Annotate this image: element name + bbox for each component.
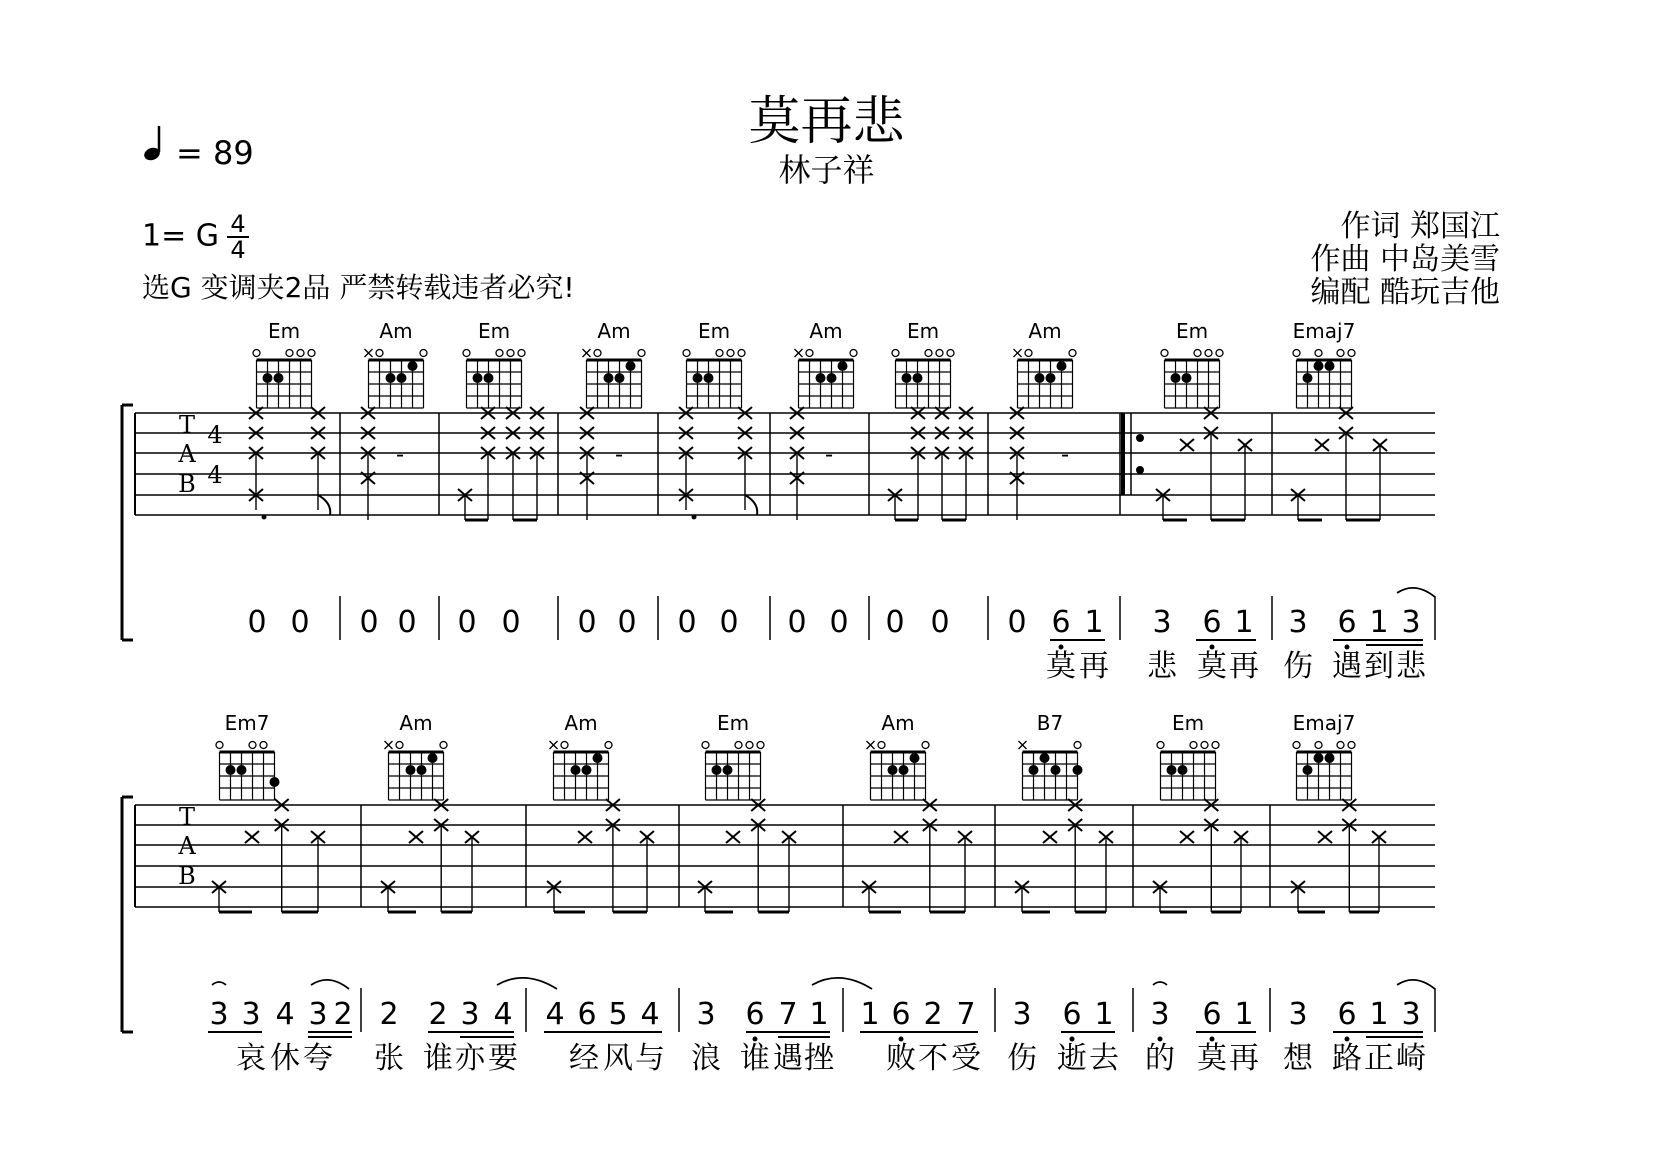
jianpu-note: 0: [885, 605, 905, 640]
chord-name: Em: [1171, 711, 1205, 735]
jianpu-note: 6: [1051, 605, 1071, 640]
tab-note-mark: [726, 831, 740, 843]
song-title: 莫再悲: [748, 92, 905, 152]
lyric-char: 风: [603, 1041, 633, 1076]
chord-diagram: [1014, 319, 1077, 408]
jianpu-note: 1: [1369, 997, 1389, 1032]
lyric-char: 路: [1332, 1041, 1362, 1076]
song-artist: 林子祥: [778, 151, 875, 189]
chord-name: Em: [697, 319, 731, 343]
rest-mark: -: [1060, 440, 1070, 468]
jianpu-note: 7: [778, 997, 798, 1032]
jianpu-note: 1: [1084, 605, 1104, 640]
chord-name: Am: [809, 319, 843, 343]
tab-label: T: [178, 411, 196, 439]
tab-note-mark: [1180, 831, 1194, 843]
tab-note-mark: [1315, 439, 1329, 451]
lyric-char: 伤: [1283, 649, 1313, 684]
lyric-char: 挫: [804, 1041, 834, 1076]
lyric-char: 想: [1283, 1041, 1313, 1076]
lyric-char: 正: [1364, 1041, 1394, 1076]
jianpu-note: 3: [460, 997, 480, 1032]
jianpu-note: 3: [1401, 605, 1421, 640]
repeat-dot: [1136, 434, 1144, 442]
lyric-char: 再: [1079, 649, 1109, 684]
chord-diagram: [583, 319, 646, 408]
flag: [745, 495, 757, 515]
lyric-char: 去: [1089, 1041, 1119, 1076]
jianpu-note: 3: [1288, 605, 1308, 640]
lyric-char: 再: [1229, 1041, 1259, 1076]
lyric-char: 逝: [1057, 1041, 1087, 1076]
tab-note-mark: [1318, 831, 1332, 843]
credit-composer: 作曲 中岛美雪: [1310, 242, 1500, 277]
repeat-dot: [1136, 466, 1144, 474]
jianpu-note: 6: [1337, 997, 1357, 1032]
jianpu-note: 3: [1401, 997, 1421, 1032]
lyric-char: 谁: [740, 1041, 770, 1076]
jianpu-note: 2: [923, 997, 943, 1032]
ts-bottom: 4: [230, 236, 246, 264]
lyric-char: 遇: [1332, 649, 1362, 684]
chord-name: Em: [267, 319, 301, 343]
jianpu-note: 0: [677, 605, 697, 640]
key-text: 1= G: [142, 218, 220, 254]
lyric-char: 亦: [455, 1041, 485, 1076]
lyric-char: 败: [886, 1041, 916, 1076]
chord-name: Am: [1028, 319, 1062, 343]
chord-name: Em: [477, 319, 511, 343]
chord-diagram: [365, 319, 428, 408]
dot: [262, 515, 267, 520]
slur: [497, 978, 557, 989]
lyric-char: 莫: [1046, 649, 1076, 684]
jianpu-note: 3: [1152, 605, 1172, 640]
lyric-char: 要: [488, 1041, 518, 1076]
chord-name: Em: [1175, 319, 1209, 343]
slur: [1153, 982, 1167, 985]
jianpu-note: 0: [359, 605, 379, 640]
lyric-char: 休: [270, 1041, 300, 1076]
chord-name: Em: [716, 711, 750, 735]
jianpu-note: 6: [1202, 997, 1222, 1032]
jianpu-note: 2: [333, 997, 353, 1032]
chord-diagram: [683, 319, 745, 408]
chord-diagram: [702, 711, 764, 800]
lyric-char: 莫: [1197, 1041, 1227, 1076]
jianpu-note: 1: [809, 997, 829, 1032]
lyric-char: 到: [1364, 649, 1394, 684]
jianpu-note: 3: [1012, 997, 1032, 1032]
jianpu-note: 4: [640, 997, 660, 1032]
jianpu-note: 5: [608, 997, 628, 1032]
jianpu-note: 0: [247, 605, 267, 640]
chord-name: Emaj7: [1292, 711, 1356, 735]
rest-mark: -: [395, 440, 405, 468]
jianpu-note: 6: [577, 997, 597, 1032]
rest-mark: -: [614, 440, 624, 468]
jianpu-note: 0: [501, 605, 521, 640]
chord-diagram: [1293, 711, 1356, 800]
chord-name: Am: [597, 319, 631, 343]
lyric-char: 伤: [1007, 1041, 1037, 1076]
chord-name: Am: [881, 711, 915, 735]
credit-arranger: 编配 酷玩吉他: [1310, 275, 1500, 310]
chord-name: Am: [399, 711, 433, 735]
jianpu-note: 0: [829, 605, 849, 640]
jianpu-note: 3: [696, 997, 716, 1032]
chord-name: Am: [379, 319, 413, 343]
lyric-char: 夸: [303, 1041, 333, 1076]
jianpu-note: 3: [241, 997, 261, 1032]
tab-note-mark: [245, 831, 259, 843]
chord-diagram: [1157, 711, 1219, 800]
tempo-value: = 89: [176, 134, 254, 172]
lyric-char: 与: [635, 1041, 665, 1076]
tab-note-mark: [578, 831, 592, 843]
jianpu-note: 6: [1337, 605, 1357, 640]
chord-diagram: [1019, 711, 1083, 800]
chord-diagram: [795, 319, 858, 408]
jianpu-note: 3: [209, 997, 229, 1032]
tab-label: A: [178, 832, 196, 860]
jianpu-note: 6: [1062, 997, 1082, 1032]
chord-diagram: [253, 319, 315, 408]
jianpu-note: 1: [860, 997, 880, 1032]
jianpu-note: 7: [956, 997, 976, 1032]
chord-diagram: [216, 711, 280, 800]
jianpu-note: 4: [493, 997, 513, 1032]
jianpu-note: 2: [379, 997, 399, 1032]
jianpu-note: 3: [1150, 997, 1170, 1032]
chord-diagram: [463, 319, 525, 408]
lyric-char: 再: [1229, 649, 1259, 684]
chord-name: Em7: [224, 711, 270, 735]
tab-time-sig-top: 4: [207, 421, 223, 449]
tab-label: B: [178, 470, 196, 498]
jianpu-note: 0: [617, 605, 637, 640]
lyric-char: 谁: [423, 1041, 453, 1076]
lyric-char: 莫: [1197, 649, 1227, 684]
lyric-char: 的: [1145, 1041, 1175, 1076]
slur: [1397, 980, 1435, 989]
lyric-char: 悲: [1147, 649, 1177, 684]
lyric-char: 张: [374, 1041, 404, 1076]
jianpu-note: 2: [428, 997, 448, 1032]
slur: [212, 982, 226, 985]
flag: [318, 495, 330, 515]
chord-diagram: [867, 711, 930, 800]
tab-label: A: [178, 440, 196, 468]
lyric-char: 浪: [691, 1041, 721, 1076]
jianpu-note: 4: [275, 997, 295, 1032]
lyric-char: 受: [951, 1041, 981, 1076]
lyric-char: 不: [918, 1041, 948, 1076]
chord-name: Emaj7: [1292, 319, 1356, 343]
jianpu-note: 6: [891, 997, 911, 1032]
jianpu-note: 0: [397, 605, 417, 640]
chord-diagram: [1293, 319, 1356, 408]
jianpu-note: 0: [577, 605, 597, 640]
jianpu-note: 0: [930, 605, 950, 640]
jianpu-note: 3: [308, 997, 328, 1032]
capo-note: 选G 变调夹2品 严禁转载违者必究!: [142, 271, 575, 304]
jianpu-note: 0: [787, 605, 807, 640]
credit-lyricist: 作词 郑国江: [1340, 209, 1500, 244]
lyric-char: 哀: [236, 1041, 266, 1076]
chord-diagram: [550, 711, 613, 800]
tab-label: T: [178, 803, 196, 831]
chord-diagram: [1161, 319, 1223, 408]
jianpu-note: 0: [290, 605, 310, 640]
dot: [692, 515, 697, 520]
slur: [1397, 588, 1435, 597]
lyric-char: 经: [569, 1041, 599, 1076]
rest-mark: -: [824, 440, 834, 468]
jianpu-note: 1: [1369, 605, 1389, 640]
slur: [812, 978, 872, 989]
chord-diagram: [892, 319, 954, 408]
lyric-char: 悲: [1396, 649, 1426, 684]
slur: [311, 980, 349, 989]
tab-note-mark: [1180, 439, 1194, 451]
chord-diagram: [385, 711, 448, 800]
jianpu-note: 3: [1288, 997, 1308, 1032]
jianpu-note: 1: [1094, 997, 1114, 1032]
jianpu-note: 1: [1234, 605, 1254, 640]
jianpu-note: 4: [545, 997, 565, 1032]
chord-name: Em: [906, 319, 940, 343]
lyric-char: 遇: [773, 1041, 803, 1076]
chord-name: Am: [564, 711, 598, 735]
jianpu-note: 0: [1007, 605, 1027, 640]
jianpu-note: 0: [719, 605, 739, 640]
jianpu-note: 1: [1234, 997, 1254, 1032]
tab-note-mark: [894, 831, 908, 843]
ts-top: 4: [230, 210, 246, 238]
jianpu-note: 6: [745, 997, 765, 1032]
tab-note-mark: [1043, 831, 1057, 843]
chord-name: B7: [1036, 711, 1064, 735]
tab-label: B: [178, 862, 196, 890]
jianpu-note: 0: [457, 605, 477, 640]
tab-time-sig-bottom: 4: [207, 461, 223, 489]
jianpu-note: 6: [1202, 605, 1222, 640]
tab-note-mark: [409, 831, 423, 843]
lyric-char: 崎: [1396, 1041, 1426, 1076]
